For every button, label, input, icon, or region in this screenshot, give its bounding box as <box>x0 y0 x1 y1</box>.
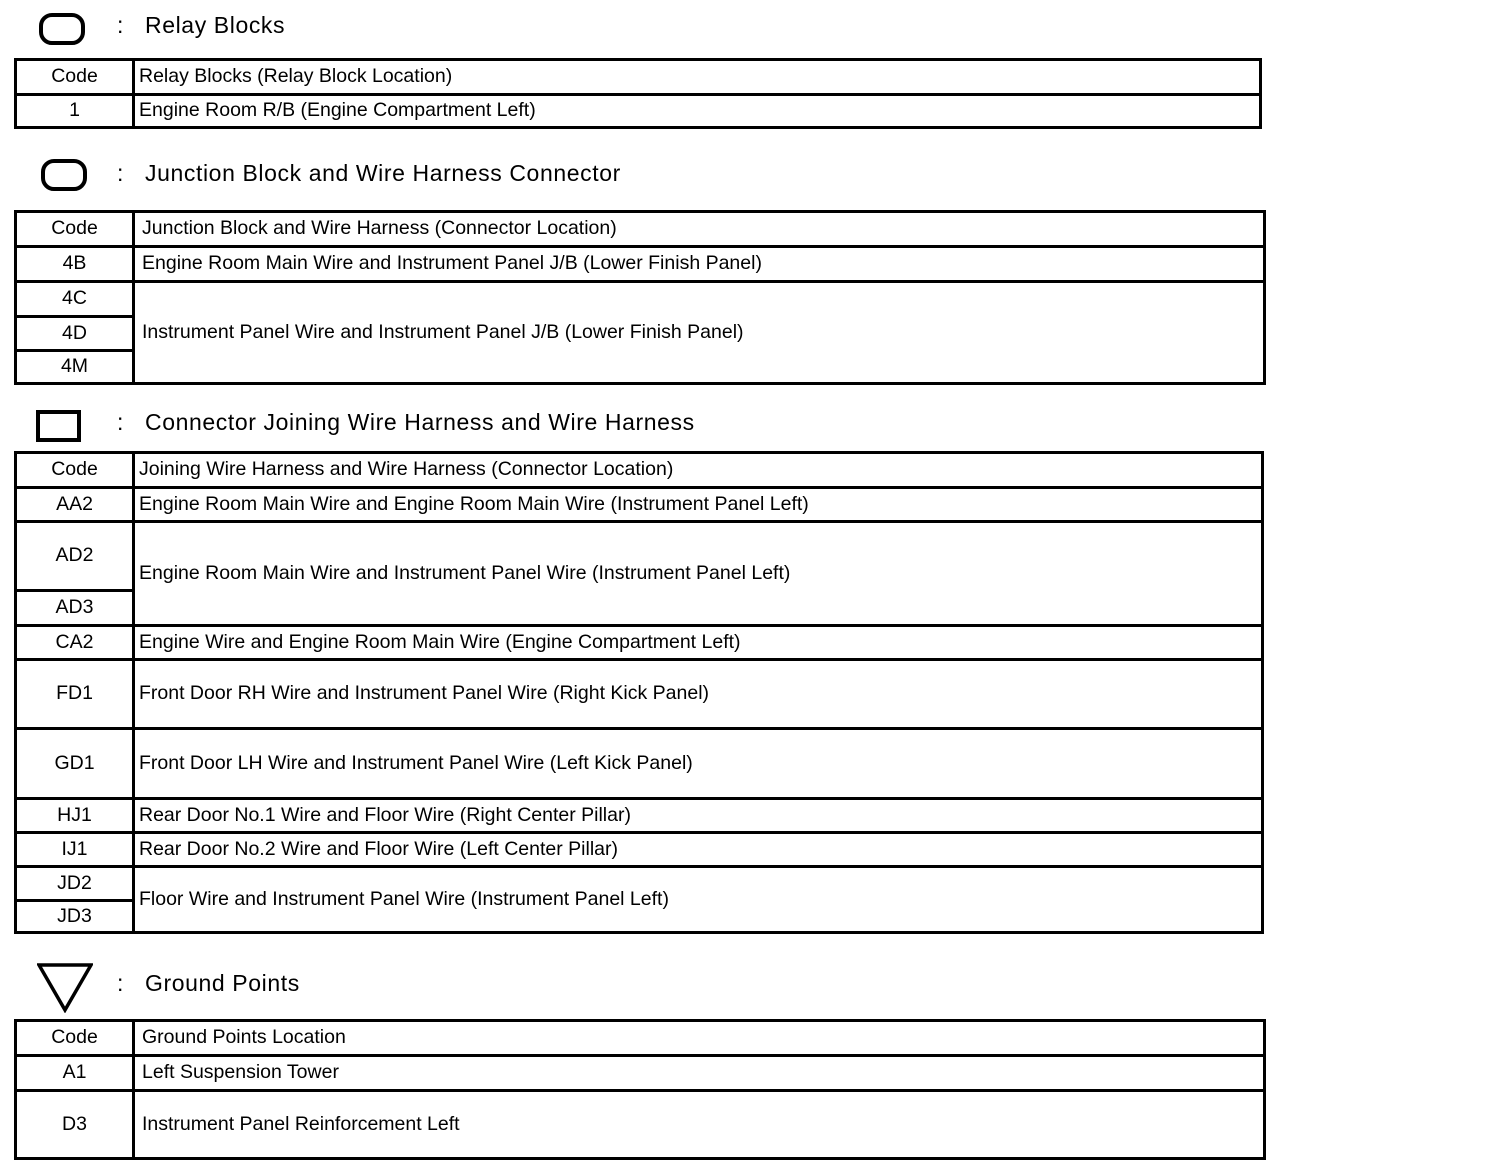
row-code: A1 <box>16 1056 134 1091</box>
header-code: Code <box>16 60 134 95</box>
section-title-relay-blocks: : Relay Blocks <box>117 12 286 38</box>
section-title-text: Ground Points <box>145 970 300 996</box>
header-desc: Joining Wire Harness and Wire Harness (Connector Location) <box>134 453 1263 488</box>
table-row <box>16 282 1265 317</box>
row-code: D3 <box>16 1091 134 1159</box>
row-desc: Front Door RH Wire and Instrument Panel Wire (Right Kick Panel) <box>134 660 1263 729</box>
row-code: FD1 <box>16 660 134 729</box>
table-row <box>16 522 1263 591</box>
table-row <box>16 488 1263 522</box>
connector-symbol <box>36 410 81 442</box>
row-desc: Left Suspension Tower <box>134 1056 1265 1091</box>
table-row <box>16 626 1263 660</box>
table-header-row <box>16 453 1263 488</box>
header-code: Code <box>16 212 134 247</box>
section-title-text: Junction Block and Wire Harness Connector <box>145 160 621 186</box>
junction-block-table <box>14 210 1266 385</box>
ground-point-symbol <box>37 963 93 1013</box>
row-desc: Instrument Panel Reinforcement Left <box>134 1091 1265 1159</box>
table-row <box>16 729 1263 799</box>
row-code: 1 <box>16 95 134 128</box>
row-code: 4B <box>16 247 134 282</box>
row-desc: Engine Room R/B (Engine Compartment Left) <box>134 95 1261 128</box>
ground-points-table <box>14 1019 1266 1160</box>
table-header-row <box>16 1021 1265 1056</box>
table-row <box>16 833 1263 867</box>
row-code: 4D <box>16 317 134 351</box>
row-desc: Engine Room Main Wire and Engine Room Main Wire (Instrument Panel Left) <box>134 488 1263 522</box>
section-title-ground-points: : Ground Points <box>117 970 300 996</box>
header-code: Code <box>16 453 134 488</box>
header-desc: Ground Points Location <box>134 1021 1265 1056</box>
table-row <box>16 867 1263 901</box>
table-row <box>16 1091 1265 1159</box>
row-code: 4C <box>16 282 134 317</box>
header-code: Code <box>16 1021 134 1056</box>
row-desc: Instrument Panel Wire and Instrument Panel J/B (Lower Finish Panel) <box>134 282 1265 384</box>
row-desc: Engine Room Main Wire and Instrument Panel J/B (Lower Finish Panel) <box>134 247 1265 282</box>
section-title-connector: : Connector Joining Wire Harness and Wire Harness <box>117 409 695 435</box>
junction-block-symbol <box>41 159 87 191</box>
row-code: HJ1 <box>16 799 134 833</box>
row-code: JD2 <box>16 867 134 901</box>
table-header-row <box>16 212 1265 247</box>
table-row <box>16 1056 1265 1091</box>
row-code: AA2 <box>16 488 134 522</box>
row-code: GD1 <box>16 729 134 799</box>
table-row <box>16 660 1263 729</box>
header-desc: Junction Block and Wire Harness (Connector Location) <box>134 212 1265 247</box>
header-desc: Relay Blocks (Relay Block Location) <box>134 60 1261 95</box>
section-title-junction-block: : Junction Block and Wire Harness Connector <box>117 160 621 186</box>
row-desc: Rear Door No.1 Wire and Floor Wire (Right Center Pillar) <box>134 799 1263 833</box>
row-code: CA2 <box>16 626 134 660</box>
row-code: AD2 <box>16 522 134 591</box>
row-desc: Front Door LH Wire and Instrument Panel Wire (Left Kick Panel) <box>134 729 1263 799</box>
relay-blocks-table <box>14 58 1262 129</box>
table-row <box>16 799 1263 833</box>
row-desc: Rear Door No.2 Wire and Floor Wire (Left Center Pillar) <box>134 833 1263 867</box>
section-title-text: Relay Blocks <box>145 12 286 38</box>
table-header-row <box>16 60 1261 95</box>
row-desc: Floor Wire and Instrument Panel Wire (Instrument Panel Left) <box>134 867 1263 933</box>
table-row <box>16 95 1261 128</box>
row-code: JD3 <box>16 901 134 933</box>
row-code: AD3 <box>16 591 134 626</box>
connector-table <box>14 451 1264 934</box>
section-title-text: Connector Joining Wire Harness and Wire Harness <box>145 409 695 435</box>
row-desc: Engine Wire and Engine Room Main Wire (Engine Compartment Left) <box>134 626 1263 660</box>
relay-block-symbol <box>39 13 85 45</box>
row-code: IJ1 <box>16 833 134 867</box>
row-desc: Engine Room Main Wire and Instrument Panel Wire (Instrument Panel Left) <box>134 522 1263 626</box>
row-code: 4M <box>16 351 134 384</box>
table-row <box>16 247 1265 282</box>
